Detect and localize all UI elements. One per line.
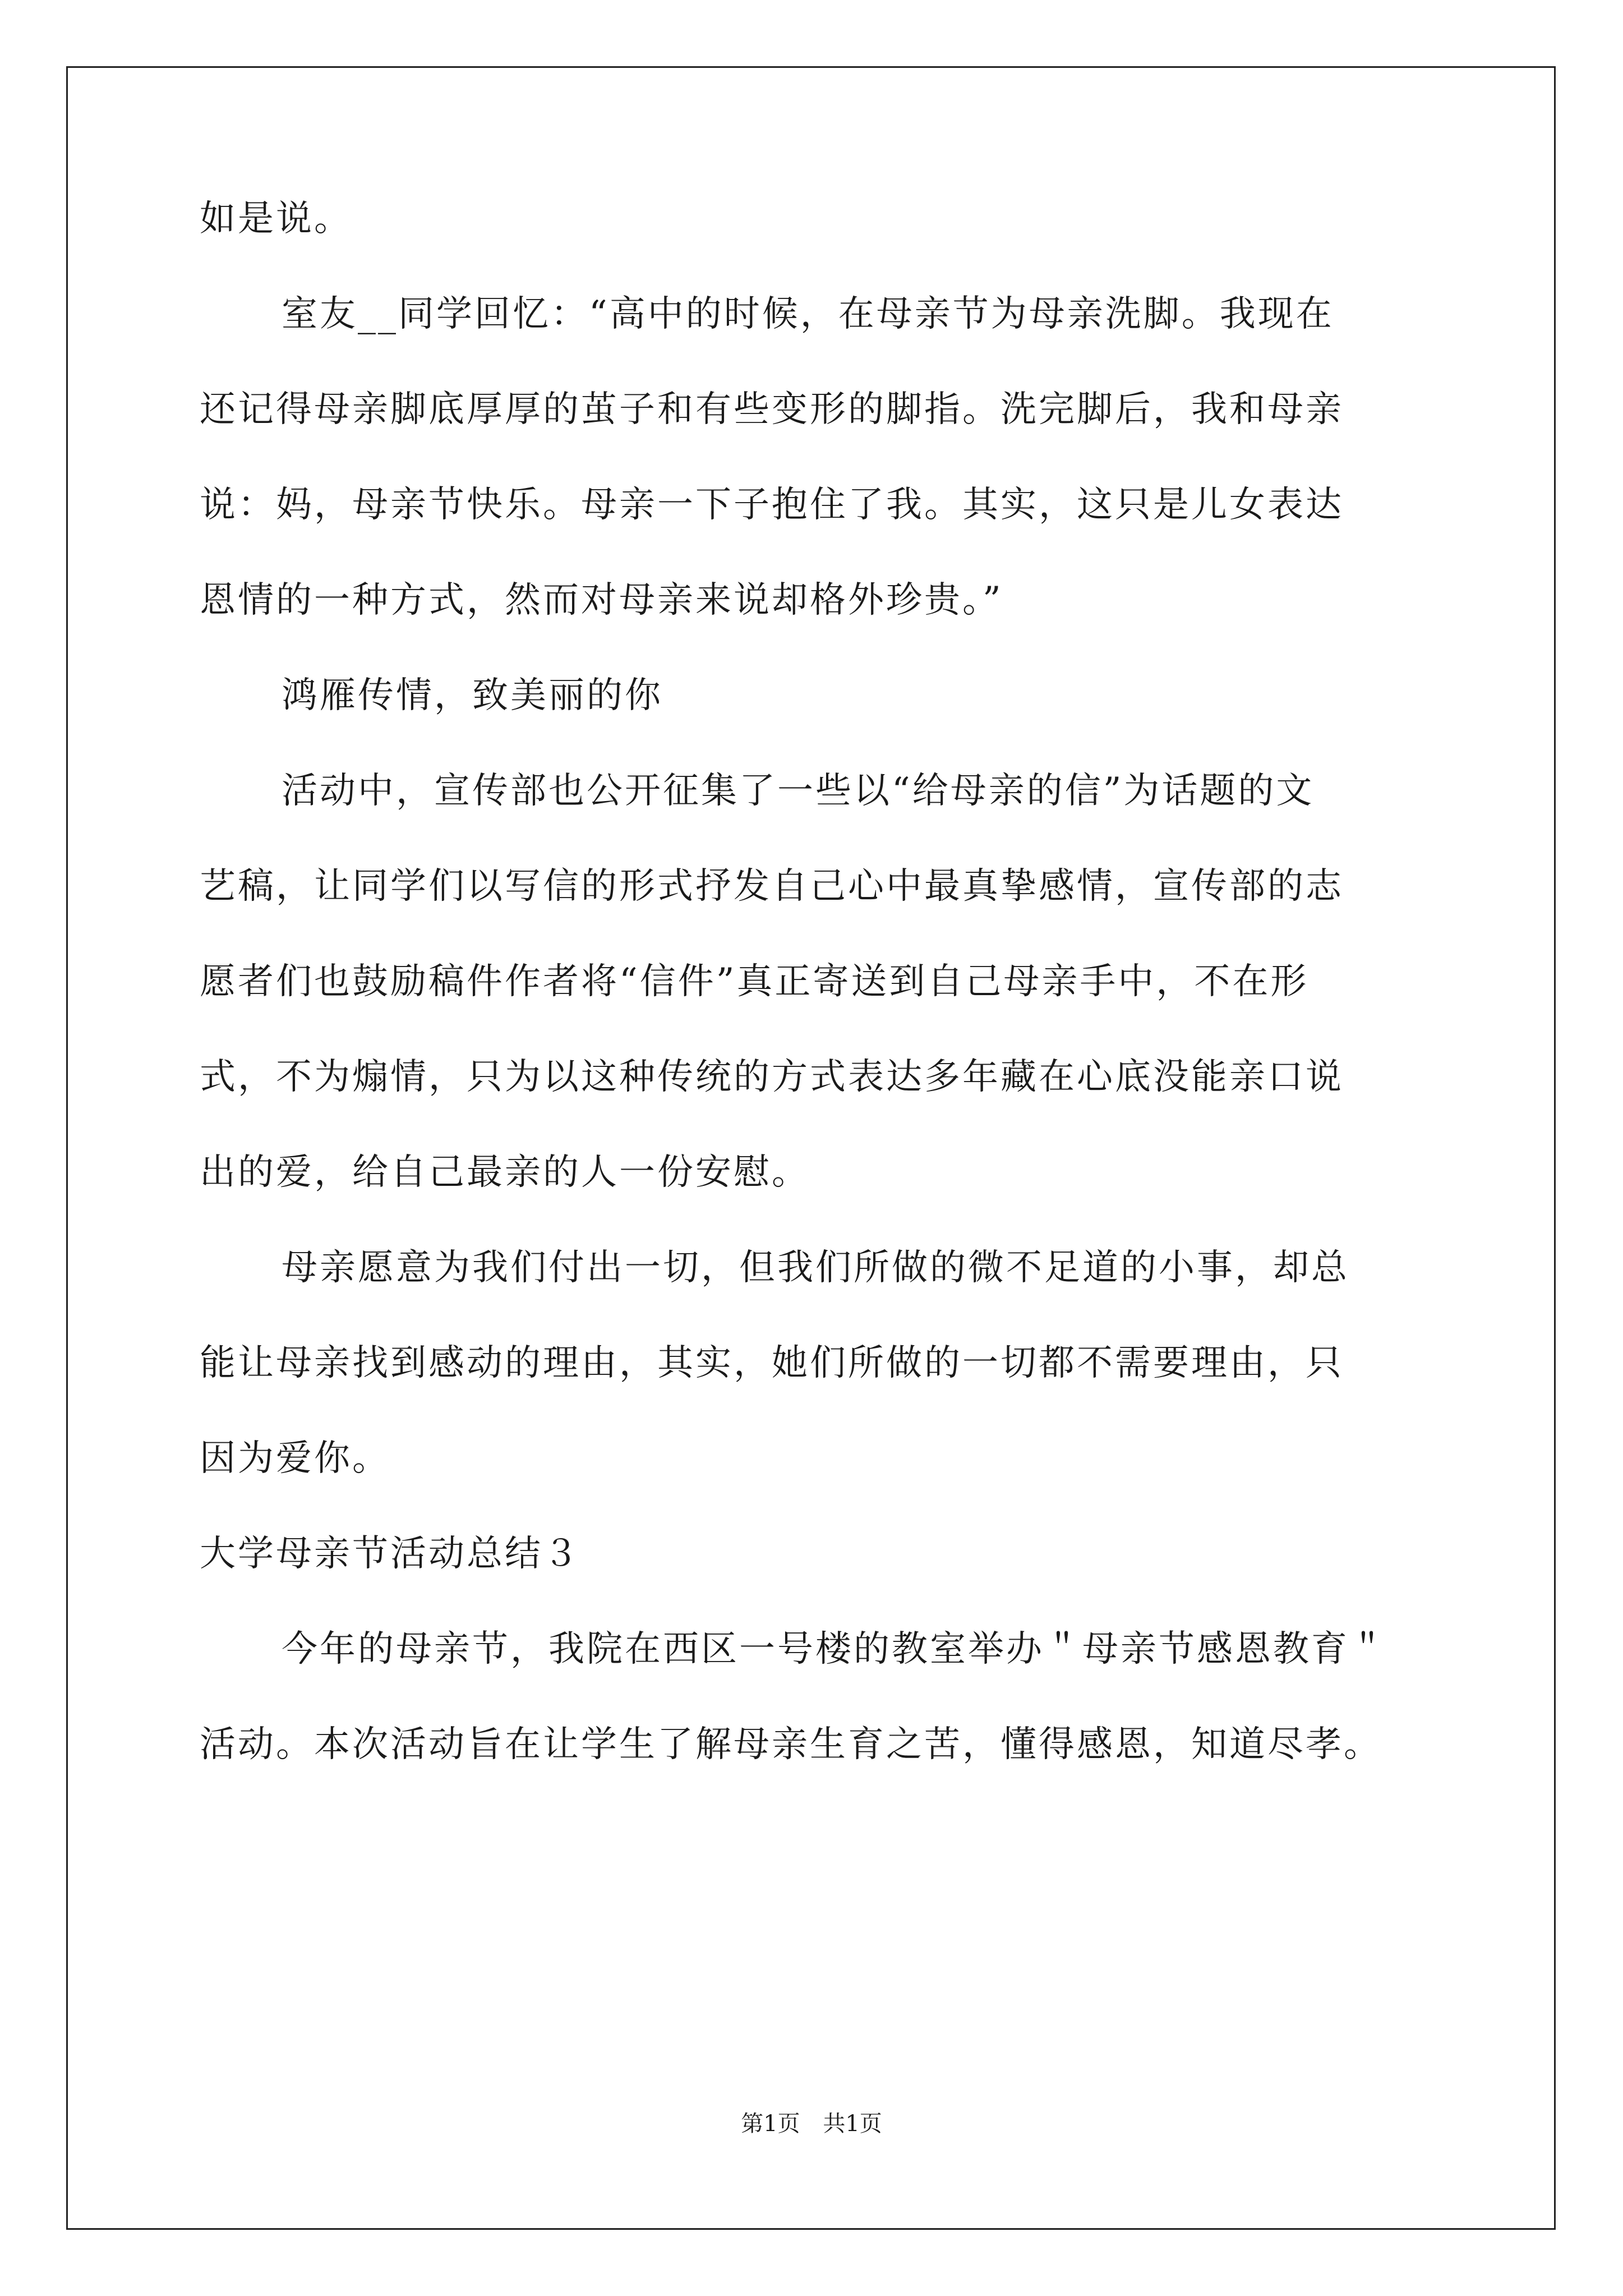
text-line: 说：妈，母亲节快乐。母亲一下子抱住了我。其实，这只是儿女表达 <box>200 484 1344 526</box>
text-line: 出的爱，给自己最亲的人一份安慰。 <box>200 1152 810 1193</box>
text-line: 还记得母亲脚底厚厚的茧子和有些变形的脚指。洗完脚后，我和母亲 <box>200 389 1344 430</box>
text-line: 活动中，宣传部也公开征集了一些以“给母亲的信”为话题的文 <box>282 770 1315 812</box>
text-line: 今年的母亲节，我院在西区一号楼的教室举办＂母亲节感恩教育＂ <box>282 1628 1387 1670</box>
text-line: 活动。本次活动旨在让学生了解母亲生育之苦，懂得感恩，知道尽孝。 <box>200 1724 1382 1765</box>
article-title: 大学母亲节活动总结３ <box>200 1533 581 1575</box>
text-line: 因为爱你。 <box>200 1438 390 1479</box>
page-total: 共1页 <box>823 2111 882 2137</box>
section-heading: 鸿雁传情，致美丽的你 <box>282 675 663 716</box>
text-line: 艺稿，让同学们以写信的形式抒发自己心中最真挚感情，宣传部的志 <box>200 866 1344 907</box>
text-line: 恩情的一种方式，然而对母亲来说却格外珍贵。” <box>200 579 1003 621</box>
text-line: 能让母亲找到感动的理由，其实，她们所做的一切都不需要理由，只 <box>200 1342 1344 1384</box>
text-line: 如是说。 <box>200 198 352 240</box>
text-line: 愿者们也鼓励稿件作者将“信件”真正寄送到自己母亲手中，不在形 <box>200 961 1309 1002</box>
page-number: 第1页 <box>741 2111 800 2137</box>
page-footer <box>0 2109 1623 2138</box>
text-line: 母亲愿意为我们付出一切，但我们所做的微不足道的小事，却总 <box>282 1247 1349 1289</box>
text-line: 式，不为煽情，只为以这种传统的方式表达多年藏在心底没能亲口说 <box>200 1056 1344 1098</box>
text-line: 室友__同学回忆：“高中的时候，在母亲节为母亲洗脚。我现在 <box>282 293 1334 335</box>
